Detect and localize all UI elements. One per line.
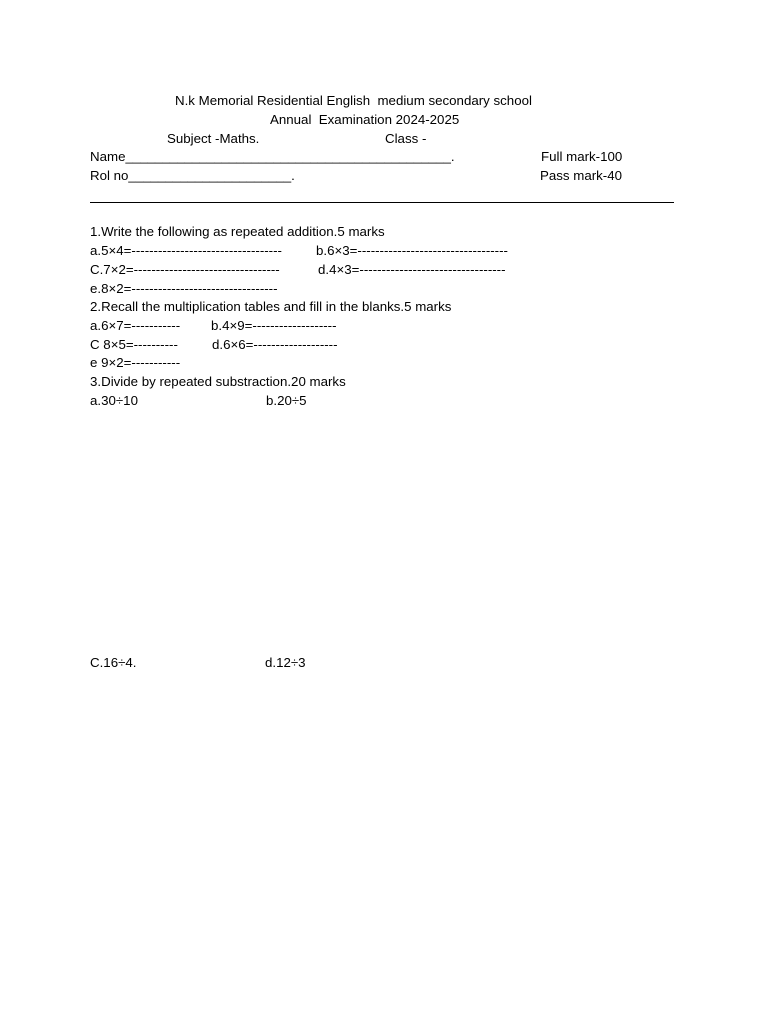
school-name: N.k Memorial Residential English medium secondary school bbox=[175, 93, 532, 108]
question-item: a.5×4=---------------------------------- bbox=[90, 243, 282, 258]
roll-number-line: Rol no______________________. bbox=[90, 168, 295, 183]
question-item: b.20÷5 bbox=[266, 393, 307, 408]
name-field-line: Name____________________________________________. bbox=[90, 149, 455, 164]
question-item: d.6×6=------------------- bbox=[212, 337, 338, 352]
question-heading: 1.Write the following as repeated addition.5 marks bbox=[90, 224, 385, 239]
question-item: C 8×5=---------- bbox=[90, 337, 178, 352]
subject-label: Subject -Maths. bbox=[167, 131, 260, 146]
question-heading: 3.Divide by repeated substraction.20 marks bbox=[90, 374, 346, 389]
question-item: a.6×7=----------- bbox=[90, 318, 181, 333]
question-item: a.30÷10 bbox=[90, 393, 138, 408]
question-item: C.16÷4. bbox=[90, 655, 137, 670]
question-item: C.7×2=--------------------------------- bbox=[90, 262, 280, 277]
question-item: e 9×2=----------- bbox=[90, 355, 181, 370]
question-item: b.4×9=------------------- bbox=[211, 318, 337, 333]
pass-mark: Pass mark-40 bbox=[540, 168, 623, 183]
class-label: Class - bbox=[385, 131, 427, 146]
question-item: b.6×3=---------------------------------- bbox=[316, 243, 508, 258]
header-divider bbox=[90, 202, 674, 203]
question-item: d.12÷3 bbox=[265, 655, 306, 670]
question-heading: 2.Recall the multiplication tables and fill in the blanks.5 marks bbox=[90, 299, 452, 314]
question-item: e.8×2=--------------------------------- bbox=[90, 281, 278, 296]
full-mark: Full mark-100 bbox=[541, 149, 623, 164]
question-item: d.4×3=--------------------------------- bbox=[318, 262, 506, 277]
exam-title: Annual Examination 2024-2025 bbox=[270, 112, 460, 127]
